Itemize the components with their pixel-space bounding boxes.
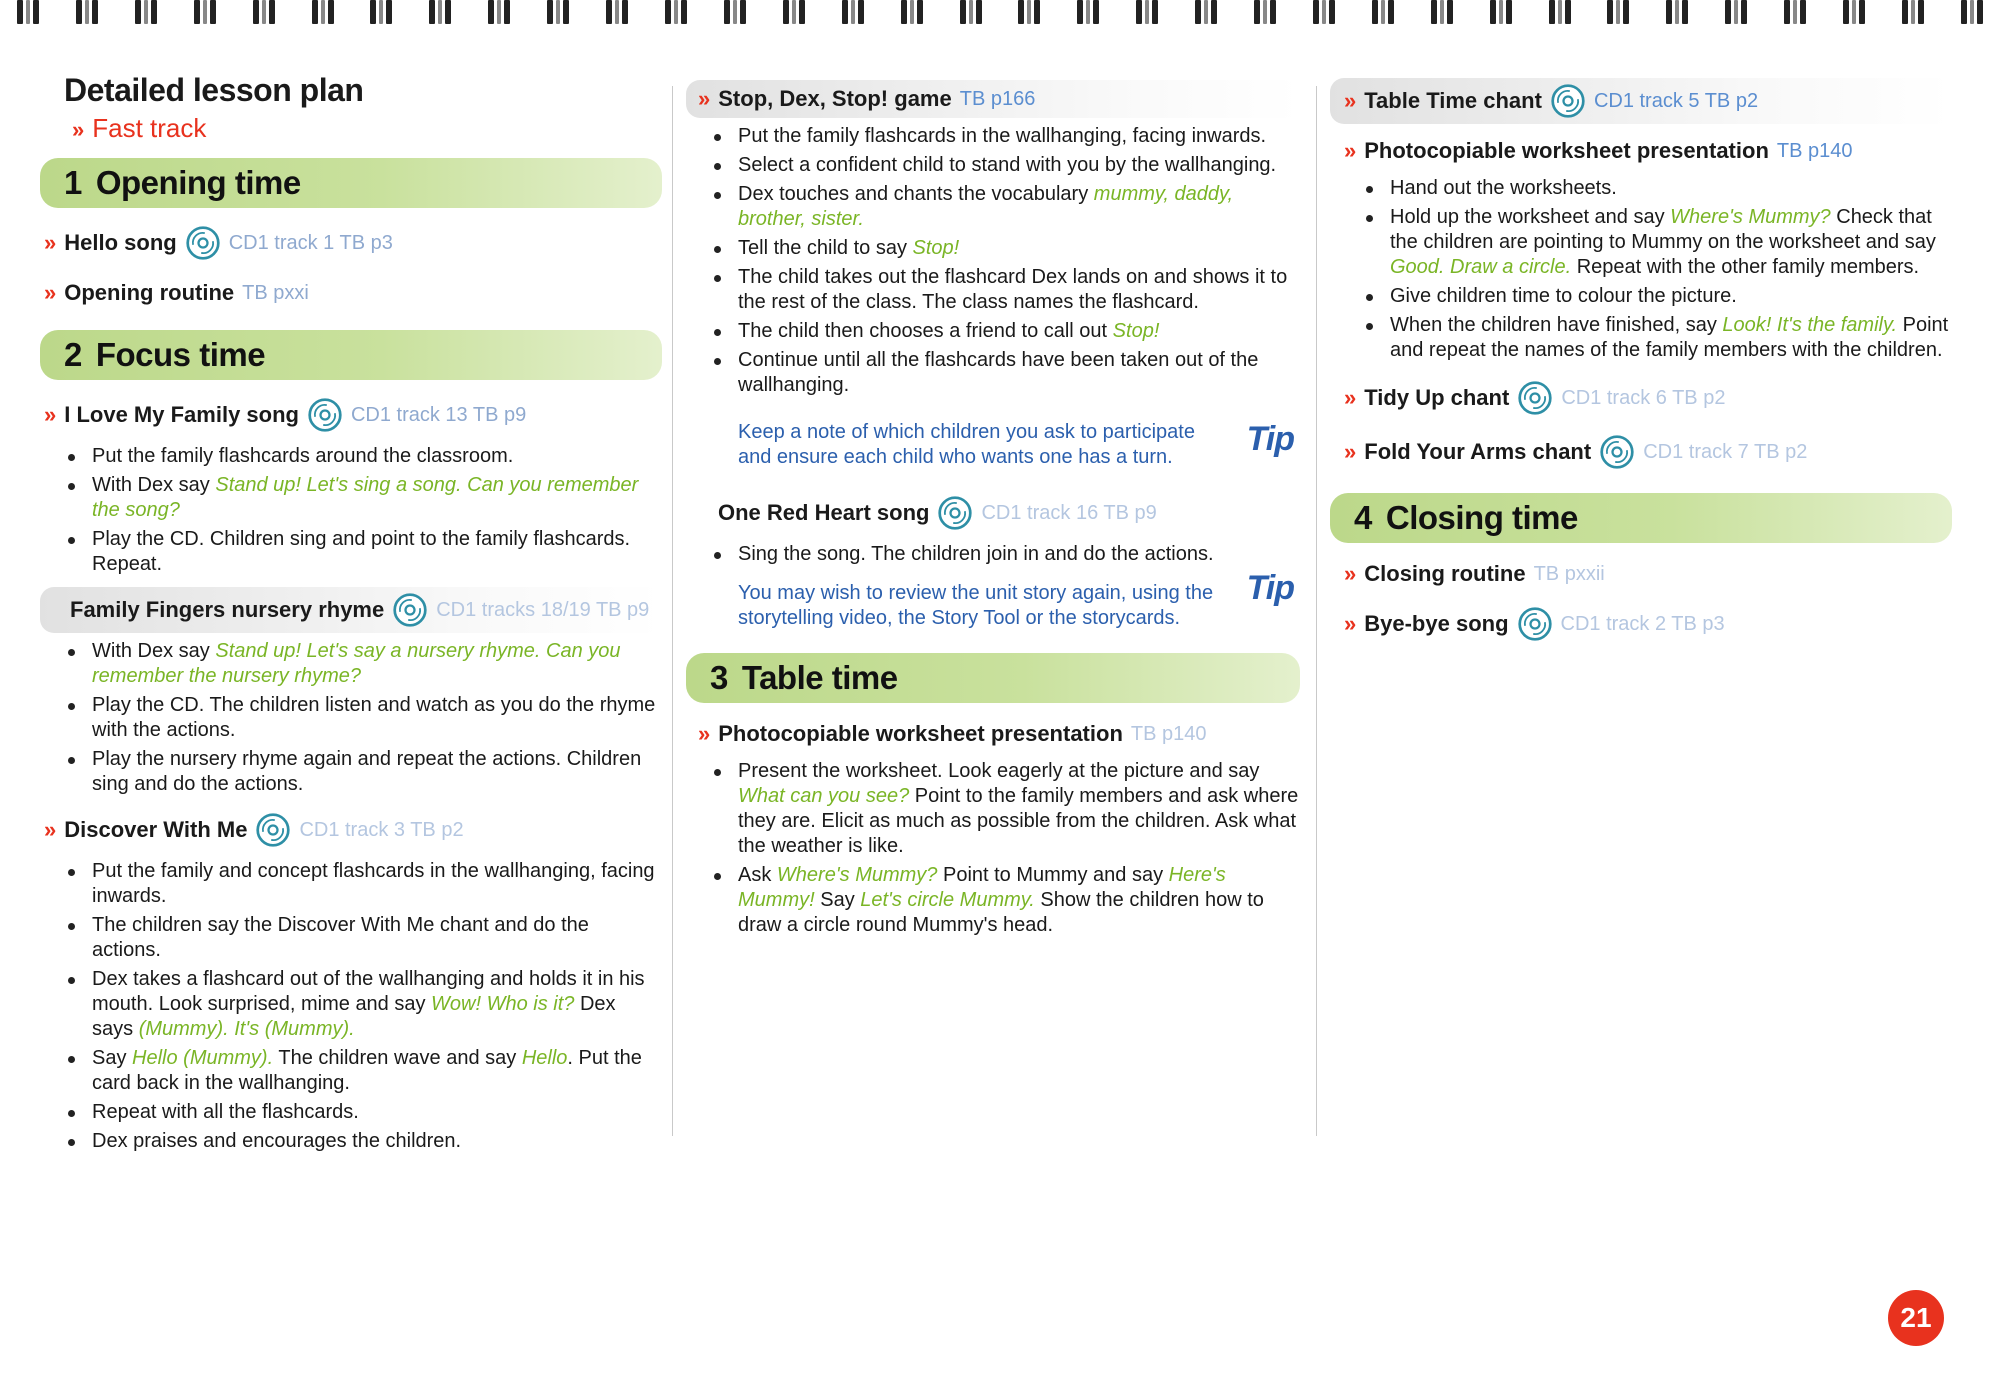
reference: CD1 track 3 TB p2 <box>299 819 464 841</box>
list-item: The child takes out the flashcard Dex lands on and shows it to the rest of the class. The class names the flashcard. <box>738 265 1300 315</box>
list-item: The children say the Discover With Me chant and do the actions. <box>92 913 662 963</box>
binding-ring <box>1722 0 1750 24</box>
reference: TB pxxii <box>1533 563 1605 585</box>
binding-ring <box>1840 0 1868 24</box>
reference: TB p140 <box>1130 723 1207 745</box>
binding-ring <box>1015 0 1043 24</box>
binding-ring <box>1663 0 1691 24</box>
section-banner-closing-time: 4 Closing time <box>1330 493 1952 543</box>
binding-ring <box>1899 0 1927 24</box>
chevron-icon: » <box>44 402 57 427</box>
cd-icon <box>255 812 291 848</box>
activity-worksheet-presentation: » Photocopiable worksheet presentation TB p140 <box>1344 138 1853 163</box>
activity-table-time-chant: » Table Time chant CD1 track 5 TB p2 <box>1330 78 1952 124</box>
binding-ring <box>309 0 337 24</box>
tip-text: Keep a note of which children you ask to participate and ensure each child who wants one has a turn. <box>738 421 1195 468</box>
page-title: Detailed lesson plan <box>64 72 364 108</box>
list-item: Repeat with all the flashcards. <box>92 1100 662 1125</box>
chevron-icon: » <box>72 117 85 142</box>
list-item: Sing the song. The children join in and do the actions. <box>738 542 1300 567</box>
binding-ring <box>1428 0 1456 24</box>
reference: CD1 track 5 TB p2 <box>1593 90 1759 112</box>
tip-box <box>686 420 1300 470</box>
activity-closing-routine: » Closing routine TB pxxii <box>1344 561 1605 586</box>
list-item: Select a confident child to stand with you by the wallhanging. <box>738 153 1300 178</box>
cd-icon <box>185 225 221 261</box>
list-item: Dex praises and encourages the children. <box>92 1129 662 1154</box>
activity-opening-routine: » Opening routine TB pxxi <box>44 280 309 305</box>
bullet-list <box>1330 176 1952 363</box>
binding-ring <box>1251 0 1279 24</box>
reference: CD1 track 2 TB p3 <box>1560 613 1725 635</box>
binding-ring <box>721 0 749 24</box>
activity-i-love-my-family: » I Love My Family song CD1 track 13 TB p9 <box>40 392 662 438</box>
reference: CD1 track 7 TB p2 <box>1643 441 1808 463</box>
bullet-list <box>40 639 662 797</box>
activity-tidy-up-chant: » Tidy Up chant CD1 track 6 TB p2 <box>1330 375 1952 421</box>
chevron-icon: » <box>1344 138 1357 163</box>
chevron-icon: » <box>1344 611 1357 636</box>
list-item: With Dex say Stand up! Let's say a nursery rhyme. Can you remember the nursery rhyme? <box>92 639 662 689</box>
list-item: Dex touches and chants the vocabulary mummy, daddy, brother, sister. <box>738 182 1300 232</box>
chevron-icon: » <box>1344 385 1357 410</box>
binding-ring <box>1310 0 1338 24</box>
binding-ring <box>1133 0 1161 24</box>
list-item: Continue until all the flashcards have been taken out of the wallhanging. <box>738 348 1300 398</box>
list-item: Say Hello (Mummy). The children wave and say Hello. Put the card back in the wallhanging. <box>92 1046 662 1096</box>
list-item: With Dex say Stand up! Let's sing a song. Can you remember the song? <box>92 473 662 523</box>
chevron-icon: » <box>698 721 711 746</box>
activity-stop-dex-stop: » Stop, Dex, Stop! game TB p166 <box>686 80 1300 118</box>
activity-hello-song: » Hello song CD1 track 1 TB p3 <box>40 220 662 266</box>
chevron-icon: » <box>44 817 57 842</box>
binding-ring <box>1487 0 1515 24</box>
section-banner-focus-time: 2 Focus time <box>40 330 662 380</box>
reference: CD1 track 13 TB p9 <box>350 404 527 426</box>
binding-ring <box>73 0 101 24</box>
list-item: When the children have finished, say Look! It's the family. Point and repeat the names of the family members with the children. <box>1390 313 1952 363</box>
list-item: The child then chooses a friend to call out Stop! <box>738 319 1300 344</box>
binding-ring <box>426 0 454 24</box>
binding-ring <box>191 0 219 24</box>
section-banner-table-time: 3 Table time <box>686 653 1300 703</box>
bullet-list <box>40 444 662 577</box>
binding-ring <box>1781 0 1809 24</box>
bullet-list <box>40 859 662 1154</box>
cd-icon <box>307 397 343 433</box>
binding-ring <box>1074 0 1102 24</box>
chevron-icon: » <box>44 230 57 255</box>
list-item: Dex takes a flashcard out of the wallhanging and holds it in his mouth. Look surprised, mime and say Wow! Who is it? Dex says (Mummy). It's (Mummy). <box>92 967 662 1042</box>
reference: TB p166 <box>959 88 1036 110</box>
page-number: 21 <box>1888 1290 1944 1346</box>
binding-ring <box>485 0 513 24</box>
chevron-icon: » <box>1344 561 1357 586</box>
cd-icon <box>392 592 428 628</box>
binding-ring <box>839 0 867 24</box>
reference: CD1 track 6 TB p2 <box>1561 387 1726 409</box>
list-item: Tell the child to say Stop! <box>738 236 1300 261</box>
list-item: Present the worksheet. Look eagerly at the picture and say What can you see? Point to the family members and ask where they are. Elicit as much as possible from the children. Ask what the weather is like. <box>738 760 1299 857</box>
tip-text: You may wish to review the unit story again, using the storytelling video, the Story Tool or the storycards. <box>738 582 1214 629</box>
binding-ring <box>780 0 808 24</box>
reference: CD1 track 16 TB p9 <box>981 502 1157 524</box>
column-divider <box>1316 86 1317 1136</box>
spiral-binding <box>0 0 2000 30</box>
reference: CD1 track 1 TB p3 <box>228 232 393 254</box>
list-item: Hold up the worksheet and say Where's Mummy? Check that the children are pointing to Mummy on the worksheet and say Good. Draw a circle. Repeat with the other family members. <box>1390 205 1952 280</box>
activity-one-red-heart: One Red Heart song CD1 track 16 TB p9 <box>686 490 1300 536</box>
chevron-icon: » <box>1344 88 1357 113</box>
column-divider <box>672 86 673 1136</box>
bullet-list <box>686 759 1300 938</box>
binding-ring <box>603 0 631 24</box>
chevron-icon: » <box>44 280 57 305</box>
binding-ring <box>367 0 395 24</box>
reference: CD1 tracks 18/19 TB p9 <box>436 599 650 621</box>
list-item: Put the family and concept flashcards in the wallhanging, facing inwards. <box>92 859 662 909</box>
cd-icon <box>1517 606 1553 642</box>
list-item: Put the family flashcards around the classroom. <box>92 444 662 469</box>
binding-ring <box>250 0 278 24</box>
binding-ring <box>662 0 690 24</box>
tip-label: Tip <box>1246 569 1294 607</box>
list-item: Hand out the worksheets. <box>1390 176 1952 201</box>
reference: TB p140 <box>1776 140 1853 162</box>
activity-discover-with-me: » Discover With Me CD1 track 3 TB p2 <box>40 807 662 853</box>
chevron-icon: » <box>1344 439 1357 464</box>
reference: TB pxxi <box>242 282 309 304</box>
column-left <box>40 72 662 1164</box>
binding-ring <box>957 0 985 24</box>
section-banner-opening-time: 1 Opening time <box>40 158 662 208</box>
cd-icon <box>937 495 973 531</box>
list-item: Give children time to colour the picture. <box>1390 284 1952 309</box>
bullet-list <box>686 124 1300 398</box>
binding-ring <box>1546 0 1574 24</box>
binding-ring <box>544 0 572 24</box>
binding-ring <box>898 0 926 24</box>
list-item: Play the nursery rhyme again and repeat the actions. Children sing and do the actions. <box>92 747 662 797</box>
binding-ring <box>1192 0 1220 24</box>
activity-family-fingers: Family Fingers nursery rhyme CD1 tracks 18/19 TB p9 <box>40 587 662 633</box>
tip-box <box>686 569 1300 631</box>
binding-ring <box>1369 0 1397 24</box>
activity-fold-your-arms: » Fold Your Arms chant CD1 track 7 TB p2 <box>1330 429 1952 475</box>
cd-icon <box>1599 434 1635 470</box>
binding-ring <box>14 0 42 24</box>
list-item: Put the family flashcards in the wallhanging, facing inwards. <box>738 124 1300 149</box>
fast-track-label: » Fast track <box>72 113 207 143</box>
bullet-list <box>686 542 1300 567</box>
binding-ring <box>132 0 160 24</box>
binding-ring <box>1958 0 1986 24</box>
activity-bye-bye-song: » Bye-bye song CD1 track 2 TB p3 <box>1330 601 1952 647</box>
binding-ring <box>1604 0 1632 24</box>
cd-icon <box>1550 83 1586 119</box>
activity-worksheet-presentation: » Photocopiable worksheet presentation TB p140 <box>698 721 1207 746</box>
list-item: Play the CD. Children sing and point to the family flashcards. Repeat. <box>92 527 662 577</box>
column-right <box>1330 72 1952 653</box>
tip-label: Tip <box>1246 420 1294 458</box>
column-middle <box>686 72 1300 948</box>
list-item: Play the CD. The children listen and watch as you do the rhyme with the actions. <box>92 693 662 743</box>
chevron-icon: » <box>698 86 711 111</box>
list-item: Ask Where's Mummy? Point to Mummy and say Here's Mummy! Say Let's circle Mummy. Show the children how to draw a circle round Mummy's head. <box>738 863 1300 938</box>
cd-icon <box>1517 380 1553 416</box>
